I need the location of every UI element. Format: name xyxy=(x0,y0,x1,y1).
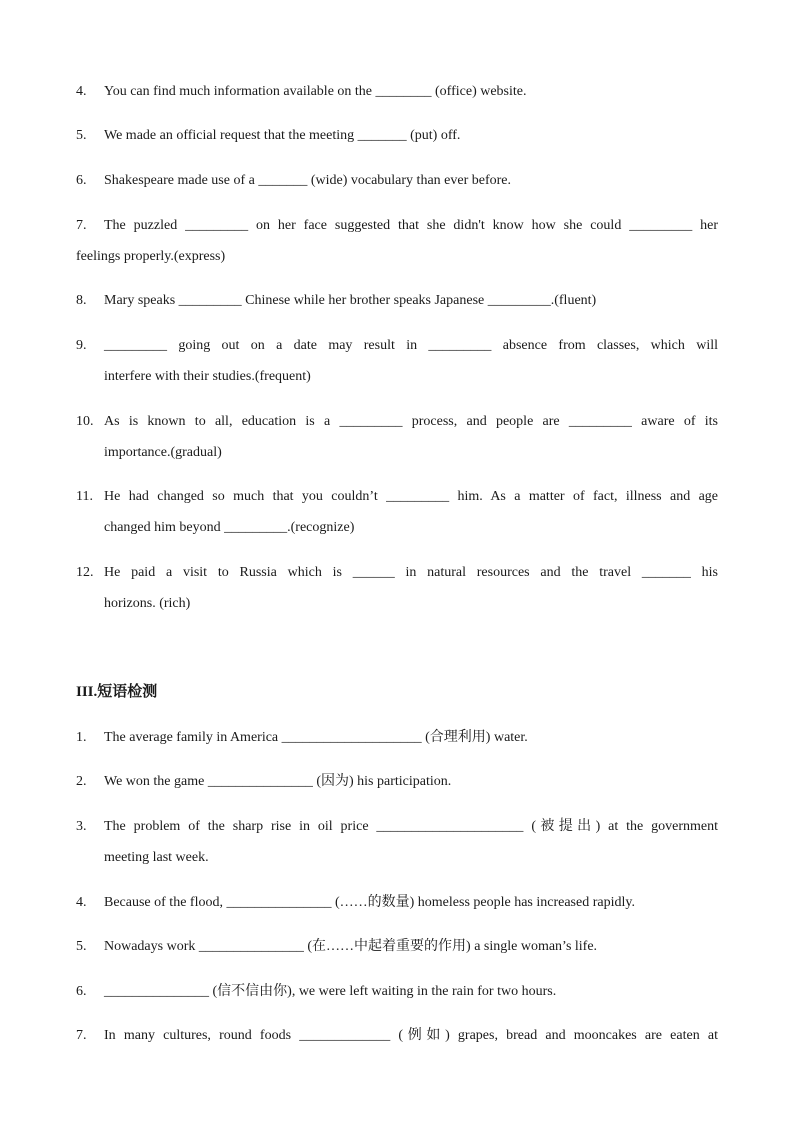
phrase-item-1 xyxy=(76,728,718,748)
item-number: 3. xyxy=(76,819,87,834)
phrase-item-5 xyxy=(76,937,718,957)
exercise-item-7 xyxy=(76,216,718,264)
exercise-item-11 xyxy=(76,487,718,535)
phrase-item-7 xyxy=(76,1026,718,1046)
item-number: 6. xyxy=(76,173,87,188)
item-text: Nowadays work _______________ (在……中起着重要的作用) a single woman’s life. xyxy=(104,939,598,954)
item-number: 9. xyxy=(76,338,87,353)
item-text-continuation: horizons. (rich) xyxy=(104,596,191,611)
item-number: 12. xyxy=(76,565,94,580)
exercise-item-5 xyxy=(76,126,718,146)
exercise-item-10 xyxy=(76,412,718,460)
exercise-item-4 xyxy=(76,82,718,102)
item-text: You can find much information available on the ________ (office) website. xyxy=(104,84,527,99)
phrase-item-2 xyxy=(76,772,718,792)
section-title: III.短语检测 xyxy=(76,684,158,700)
item-number: 2. xyxy=(76,774,87,789)
item-text: _______________ (信不信由你), we were left waiting in the rain for two hours. xyxy=(104,984,557,999)
item-number: 5. xyxy=(76,128,87,143)
item-number: 6. xyxy=(76,984,87,999)
exercise-item-12 xyxy=(76,563,718,611)
item-text-continuation: importance.(gradual) xyxy=(104,445,222,460)
item-text: Mary speaks _________ Chinese while her brother speaks Japanese _________.(fluent) xyxy=(104,293,597,308)
phrase-item-4 xyxy=(76,893,718,913)
item-text: As is known to all, education is a _________ process, and people are _________ aware of its xyxy=(104,414,718,429)
item-number: 8. xyxy=(76,293,87,308)
item-text: The average family in America ____________________ (合理利用) water. xyxy=(104,730,528,745)
item-text: The puzzled _________ on her face suggested that she didn't know how she could _________ her xyxy=(104,218,718,233)
item-text: We made an official request that the meeting _______ (put) off. xyxy=(104,128,461,143)
item-text: He had changed so much that you couldn’t _________ him. As a matter of fact, illness and age xyxy=(104,489,718,504)
item-number: 4. xyxy=(76,895,87,910)
item-text: We won the game _______________ (因为) his participation. xyxy=(104,774,452,789)
item-number: 7. xyxy=(76,1028,87,1043)
item-text: _________ going out on a date may result in _________ absence from classes, which will xyxy=(104,338,718,353)
exercise-item-8 xyxy=(76,291,718,311)
item-text: The problem of the sharp rise in oil price _____________________ (被提出) at the government xyxy=(104,819,718,834)
item-text: Because of the flood, _______________ (……的数量) homeless people has increased rapidly. xyxy=(104,895,635,910)
item-number: 1. xyxy=(76,730,87,745)
item-text-continuation: changed him beyond _________.(recognize) xyxy=(104,520,355,535)
item-number: 7. xyxy=(76,218,87,233)
item-text-continuation: feelings properly.(express) xyxy=(76,249,226,264)
item-number: 5. xyxy=(76,939,87,954)
phrase-item-3 xyxy=(76,817,718,865)
item-number: 10. xyxy=(76,414,94,429)
item-number: 11. xyxy=(76,489,93,504)
phrase-item-6 xyxy=(76,982,718,1002)
item-text: Shakespeare made use of a _______ (wide) vocabulary than ever before. xyxy=(104,173,511,188)
item-text: In many cultures, round foods _____________ (例如) grapes, bread and mooncakes are eaten at xyxy=(104,1028,718,1043)
exercise-item-9 xyxy=(76,336,718,384)
item-text: He paid a visit to Russia which is ______ in natural resources and the travel _______ his xyxy=(104,565,718,580)
item-text-continuation: meeting last week. xyxy=(104,850,209,865)
exercise-item-6 xyxy=(76,171,718,191)
item-text-continuation: interfere with their studies.(frequent) xyxy=(104,369,311,384)
item-number: 4. xyxy=(76,84,87,99)
